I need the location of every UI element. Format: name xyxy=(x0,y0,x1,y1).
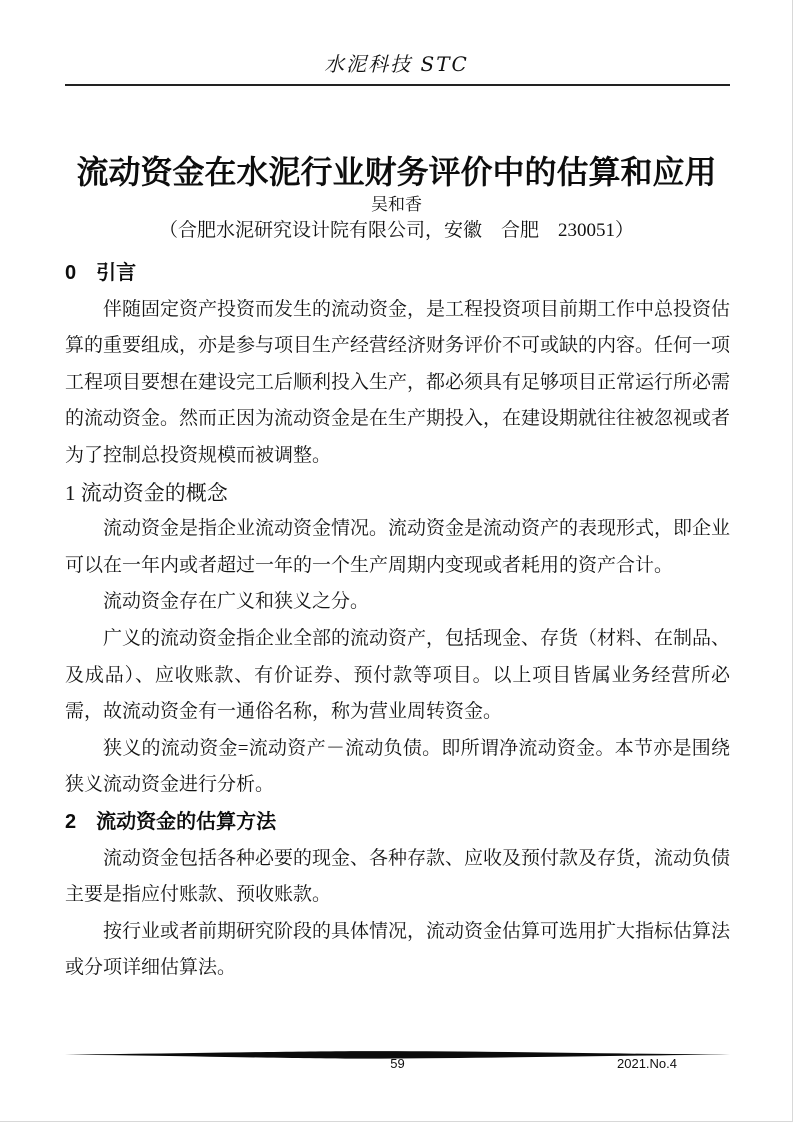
article-body xyxy=(65,255,730,987)
article-title: 流动资金在水泥行业财务评价中的估算和应用 xyxy=(76,154,717,191)
paragraph: 按行业或者前期研究阶段的具体情况，流动资金估算可选用扩大指标估算法或分项详细估算法。 xyxy=(65,920,731,979)
paragraph: 流动资金包括各种必要的现金、各种存款、应收及预付款及存货，流动负债主要是指应付账款、预收账款。 xyxy=(65,847,731,906)
paragraph: 流动资金是指企业流动资金情况。流动资金是流动资产的表现形式，即企业可以在一年内或者超过一年的一个生产周期内变现或者耗用的资产合计。 xyxy=(65,518,731,576)
header-rule xyxy=(65,84,730,86)
article-author: 吴和香 xyxy=(371,195,422,214)
paragraph: 伴随固定资产投资而发生的流动资金，是工程投资项目前期工作中总投资估算的重要组成，亦是参与项目生产经营经济财务评价不可或缺的内容。任何一项工程项目要想在建设完工后顺利投入生产，都必须具有足够项目正常运行所必需的流动资金。然而正因为流动资金是在生产期投入，在建设期就往往被忽视或者为了控制总投资规模而被调整。 xyxy=(65,298,731,466)
section-heading-2: 2 流动资金的估算方法 xyxy=(65,810,277,833)
article-affiliation: （合肥水泥研究设计院有限公司，安徽 合肥 230051） xyxy=(158,220,634,241)
page-number: 59 xyxy=(390,1056,405,1071)
paragraph: 广义的流动资金指企业全部的流动资产，包括现金、存货（材料、在制品、及成品）、应收账款、有价证券、预付款等项目。以上项目皆属业务经营所必需，故流动资金有一通俗名称，称为营业周转资金。 xyxy=(65,627,731,723)
section-heading-0: 0 引言 xyxy=(65,262,137,284)
paragraph: 流动资金存在广义和狭义之分。 xyxy=(103,591,370,613)
journal-masthead: 水泥科技 STC xyxy=(324,52,469,76)
issue-label: 2021.No.4 xyxy=(617,1056,677,1071)
section-heading-1: 1 流动资金的概念 xyxy=(65,480,228,505)
paragraph: 狭义的流动资金=流动资产－流动负债。即所谓净流动资金。本节亦是围绕狭义流动资金进行分析。 xyxy=(65,737,730,796)
